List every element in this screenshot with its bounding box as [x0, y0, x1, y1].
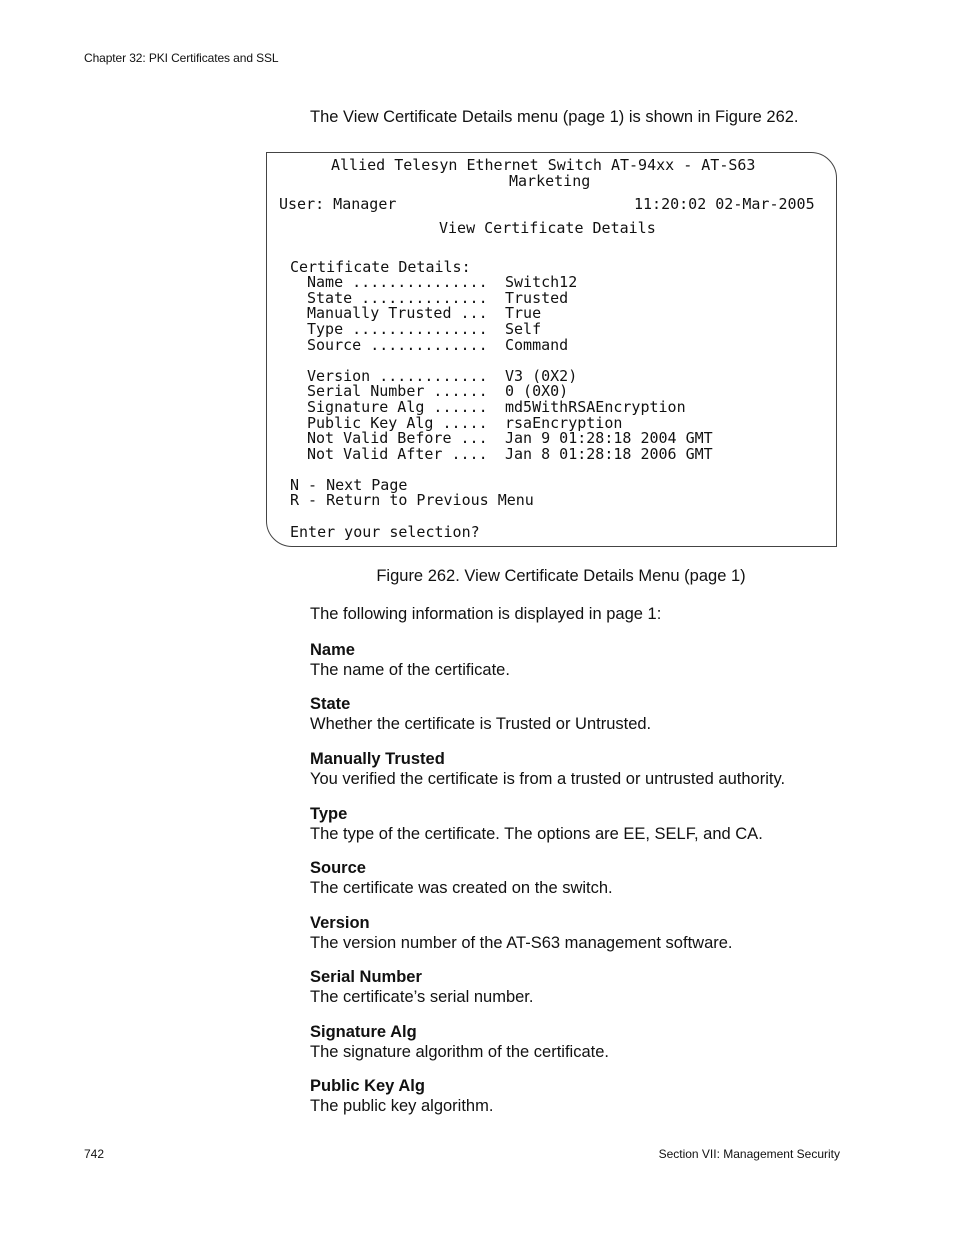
- definition-description: The type of the certificate. The options are EE, SELF, and CA.: [310, 825, 763, 843]
- field-label-signature-alg: Signature Alg ......: [307, 398, 488, 416]
- field-label-source: Source .............: [307, 336, 488, 354]
- definition-description: The version number of the AT-S63 management software.: [310, 934, 733, 952]
- field-label-public-key-alg: Public Key Alg .....: [307, 414, 488, 432]
- definition-description: Whether the certificate is Trusted or Untrusted.: [310, 715, 652, 733]
- definition-entry: [310, 913, 733, 953]
- definition-term: Manually Trusted: [310, 750, 445, 768]
- field-label-serial-number: Serial Number ......: [307, 382, 488, 400]
- definition-term: Type: [310, 805, 348, 823]
- definition-term: State: [310, 695, 351, 713]
- definition-description: You verified the certificate is from a trusted or untrusted authority.: [310, 770, 786, 788]
- field-value-state: Trusted: [505, 289, 569, 307]
- definition-description: The signature algorithm of the certificate.: [310, 1043, 609, 1061]
- field-label-not-valid-before: Not Valid Before ...: [307, 429, 488, 447]
- field-label-state: State ..............: [307, 289, 488, 307]
- field-value-serial-number: 0 (0X0): [505, 382, 569, 400]
- menu-option-return: R - Return to Previous Menu: [290, 491, 534, 509]
- field-value-type: Self: [505, 320, 542, 338]
- definition-term: Serial Number: [310, 968, 422, 986]
- definition-term: Source: [310, 859, 366, 877]
- selection-prompt: Enter your selection?: [290, 523, 480, 541]
- definition-term: Version: [310, 914, 370, 932]
- definition-entry: [310, 858, 613, 898]
- definition-term: Signature Alg: [310, 1023, 417, 1041]
- field-value-source: Command: [505, 336, 569, 354]
- footer-section: Section VII: Management Security: [658, 1147, 840, 1161]
- terminal-title-line2: Marketing: [509, 172, 591, 190]
- chapter-header: Chapter 32: PKI Certificates and SSL: [84, 51, 279, 65]
- terminal-datetime: 11:20:02 02-Mar-2005: [634, 195, 815, 213]
- definition-entry: [310, 804, 763, 844]
- field-label-version: Version ............: [307, 367, 488, 385]
- terminal-title-line1: Allied Telesyn Ethernet Switch AT-94xx - AT-S63: [331, 156, 756, 174]
- field-value-manually-trusted: True: [505, 304, 542, 322]
- definition-term: Name: [310, 641, 355, 659]
- field-label-type: Type ...............: [307, 320, 488, 338]
- definition-entry: [310, 1076, 493, 1116]
- field-label-name: Name ...............: [307, 273, 488, 291]
- field-label-not-valid-after: Not Valid After ....: [307, 445, 488, 463]
- definition-description: The certificate was created on the switch.: [310, 879, 613, 897]
- definition-entry: [310, 967, 533, 1007]
- field-value-version: V3 (0X2): [505, 367, 578, 385]
- definition-term: Public Key Alg: [310, 1077, 425, 1095]
- definition-entry: [310, 1022, 609, 1062]
- definition-entry: [310, 694, 651, 734]
- page-number: 742: [84, 1147, 105, 1161]
- field-value-public-key-alg: rsaEncryption: [505, 414, 623, 432]
- field-value-not-valid-before: Jan 9 01:28:18 2004 GMT: [505, 429, 713, 447]
- definition-entry: [310, 640, 510, 680]
- certificate-details-label: Certificate Details:: [290, 258, 471, 276]
- terminal-user: User: Manager: [279, 195, 397, 213]
- field-label-manually-trusted: Manually Trusted ...: [307, 304, 488, 322]
- figure-caption: Figure 262. View Certificate Details Menu (page 1): [376, 567, 746, 585]
- field-value-not-valid-after: Jan 8 01:28:18 2006 GMT: [505, 445, 713, 463]
- lead-text: The following information is displayed in page 1:: [310, 605, 662, 623]
- definition-description: The public key algorithm.: [310, 1097, 494, 1115]
- definition-description: The name of the certificate.: [310, 661, 510, 679]
- field-value-signature-alg: md5WithRSAEncryption: [505, 398, 686, 416]
- menu-option-next-page: N - Next Page: [290, 476, 408, 494]
- intro-text: The View Certificate Details menu (page 1) is shown in Figure 262.: [310, 108, 799, 126]
- definition-entry: [310, 749, 785, 789]
- field-value-name: Switch12: [505, 273, 578, 291]
- definition-description: The certificate’s serial number.: [310, 988, 534, 1006]
- terminal-screen-title: View Certificate Details: [439, 219, 656, 237]
